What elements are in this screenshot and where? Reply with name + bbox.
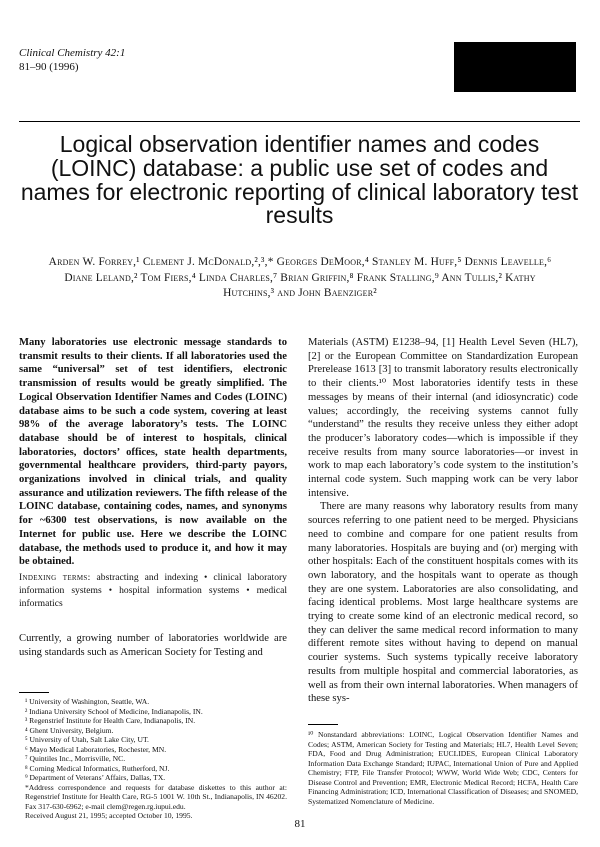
affiliation-3: ³ Regenstrief Institute for Health Care, Indianapolis, IN. (25, 716, 196, 725)
page-number: 81 (294, 818, 306, 830)
affiliation-9: ⁹ Department of Veterans’ Affairs, Dallas, TX. (25, 773, 166, 782)
footnote-rule-left (19, 692, 49, 693)
affiliation-7: ⁷ Quintiles Inc., Morrisville, NC. (25, 754, 126, 763)
redaction-box (454, 42, 576, 92)
header-rule (19, 121, 580, 122)
article-title: Logical observation identifier names and codes (LOINC) database: a public use set of codes and names for electronic reporting of clinical laboratory test results (20, 131, 579, 229)
footnote-rule-right (308, 724, 338, 725)
abstract: Many laboratories use electronic message standards to transmit results to their clients. If all laboratories used the same “universal” set of test identifiers, electronic transmission of results would be greatly simplified. The Logical Observation Identifier Names and Codes (LOINC) database aims to be such a code system, covering at least 98% of the average laboratory’s tests. The LOINC database should be of interest to hospitals, clinical laboratories, doctors’ offices, state health departments, governmental healthcare providers, third-party payors, organizations involved in clinical trials, and quality assurance and utilization reviewers. The fifth release of the LOINC database, containing codes, names, and synonyms for ~6300 test observations, is now available on the Internet for public use. Here we describe the LOINC database, the methods used to produce it, and how it may be obtained. (19, 337, 287, 568)
body-paragraph: Materials (ASTM) E1238–94, [1] Health Level Seven (HL7), [2] or the European Committee on Standardization European Prerelease 1613 [3] to transmit laboratory results electronically to their clients.¹⁰ Most laboratories identify tests in these messages by means of their internal (and idiosyncratic) code values; accordingly, the receiving systems cannot fully “understand” the results they receive unless they either adopt the producer’s laboratory codes—which is impossible if they receive results from many source laboratories—or invest in work to map each laboratory’s code system to the institution’s internal code system. Such mapping work can be very labor intensive. (308, 337, 578, 499)
affiliation-8: ⁸ Corning Medical Informatics, Rutherford, NJ. (25, 763, 170, 773)
body-paragraph: There are many reasons why laboratory results from many sources referring to one patient need to be merged. Physicians need to combine and compare for one patient results from many laboratories. Hospitals are buying and (or) merging with other hospitals: Each of the constituent hospitals comes with its own laboratory, and the hospitals want to operate as though they are one system. Laboratories are also consolidating, and facing identical problems. Most large healthcare systems are trying to create some kind of an electronic medical record, so they can deliver the same medical record information to many different remote sites without having to depend on manual courier systems. Such systems typically receive laboratory results from multiple hospital and commercial laboratories, as well as from their own internal laboratories. When managers of these sys- (308, 501, 578, 705)
index-terms-label: Indexing terms: (19, 572, 91, 583)
index-terms-text: abstracting and indexing • clinical laboratory information systems • hospital information systems • medical informatics (19, 572, 287, 609)
journal-pages: 81–90 (1996) (19, 61, 79, 73)
affiliation-5: ⁵ University of Utah, Salt Lake City, UT. (25, 735, 149, 744)
abbreviations-footnote: ¹⁰ Nonstandard abbreviations: LOINC, Logical Observation Identifier Names and Codes; ASTM, American Society for Testing and Materials; HL7, Health Level Seven; FDA, Food and Drug Administration; EUCLIDES, European Clinical Laboratory Information Data Exchange Standard; IUPAC, International Union of Pure and Applied Chemistry; FTP, File Transfer Protocol; WWW, World Wide Web; CDC, Centers for Disease Control and Prevention; EMR, Electronic Medical Record; HCFA, Health Care Financing Administration; ICD, International Classification of Diseases; and SNOMED, Systematized Nomenclature of Medicine. (308, 730, 578, 806)
correspondence-note: *Address correspondence and requests for database diskettes to this author at: Regenstrief Institute for Health Care, RG-5 1001 W. 10th St., Indianapolis, IN 46202. Fax 317-630-6962; e-mail clem@regen.rg.iupui.edu. (25, 782, 287, 811)
affiliation-footnotes (25, 697, 287, 821)
author-list: Arden W. Forrey,¹ Clement J. McDonald,²,³,* Georges DeMoor,⁴ Stanley M. Huff,⁵ Dennis Leavelle,⁶ Diane Leland,² Tom Fiers,⁴ Linda Charles,⁷ Brian Griffin,⁸ Frank Stalling,⁹ Ann Tullis,² Kathy Hutchins,³ and John Baenziger² (48, 256, 552, 299)
affiliation-2: ² Indiana University School of Medicine, Indianapolis, IN. (25, 706, 203, 716)
affiliation-6: ⁶ Mayo Medical Laboratories, Rochester, MN. (25, 744, 167, 754)
intro-paragraph: Currently, a growing number of laboratories worldwide are using standards such as American Society for Testing and (19, 633, 287, 658)
index-terms (19, 571, 287, 610)
affiliation-4: ⁴ Ghent University, Belgium. (25, 725, 114, 735)
journal-citation (19, 46, 125, 74)
received-dates: Received August 21, 1995; accepted October 10, 1995. (25, 811, 193, 820)
affiliation-1: ¹ University of Washington, Seattle, WA. (25, 697, 150, 706)
journal-name: Clinical Chemistry 42:1 (19, 47, 126, 59)
right-column-body (308, 336, 578, 706)
